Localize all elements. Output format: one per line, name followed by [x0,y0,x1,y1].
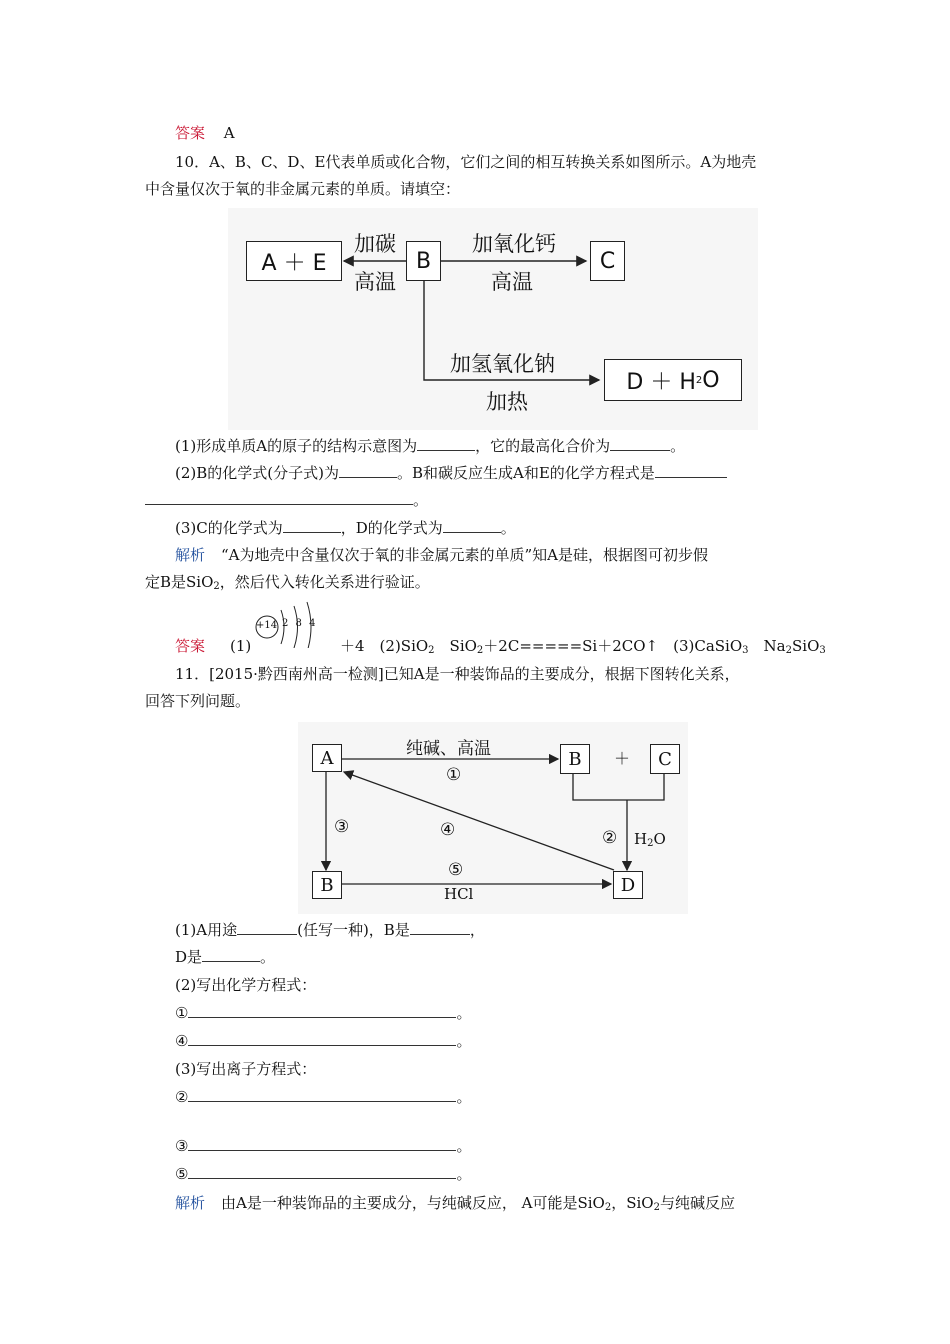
label-reaction-5: ⑤ [448,860,464,880]
label-reaction-1: ① [446,765,462,785]
q10-answer-label-red: 答案 [175,637,206,655]
box-b: B [406,241,441,281]
blank [188,1164,456,1179]
label-add-naoh: 加氢氧化钠 [450,352,555,376]
q9-answer-line [175,123,235,143]
q10-stem-line2: 中含量仅次于氧的非金属元素的单质。请填空： [145,180,461,198]
label-heat: 加热 [486,390,528,414]
box-b-bottom: B [312,871,342,899]
label-reaction-3: ③ [334,817,350,837]
analysis-label: 解析 [175,1194,206,1212]
analysis-label: 解析 [175,546,206,564]
q11-part1-cont: D是 。 [175,948,276,966]
q10-analysis-line1: 解析 “A为地壳中含量仅次于氧的非金属元素的单质”知A是硅，根据图可初步假 [175,546,709,564]
blank [237,920,297,935]
blank [283,518,341,533]
blank [188,1136,456,1151]
blank [145,490,413,505]
q10-diagram [228,208,758,430]
q11-analysis: 解析 由A是一种装饰品的主要成分，与纯碱反应， A可能是SiO$_2$，SiO$_2$与纯碱反应 [175,1194,735,1213]
blank [339,463,397,478]
q10-answer-rest: ＋4 (2)SiO$_2$ SiO$_2$＋2C=====Si＋2CO↑ (3)CaSiO$_3$ $Na_2SiO_3$ [340,637,826,656]
atom-shell-electrons: 2 8 4 [282,618,318,629]
q11-part2: (2)写出化学方程式： [175,976,317,994]
bracket-bc [573,774,664,800]
blank [188,1003,456,1018]
label-reaction-4: ④ [440,820,456,840]
label-soda-high-temp: 纯碱、高温 [406,739,491,759]
q10-part2: (2)B的化学式(分子式)为 。B和碳反应生成A和E的化学方程式是 [175,463,727,483]
box-c: C [650,744,680,774]
q11-ion-2: ② 。 [175,1088,472,1106]
q10-part1: (1)形成单质A的原子的结构示意图为 ，它的最高化合价为 。 [175,437,686,455]
blank [188,1031,456,1046]
q11-diagram [298,722,688,914]
blank [202,947,260,962]
blank [610,436,670,451]
q10-answer-p1: (1) [230,637,252,655]
label-h2o: $H_2O$ [634,830,666,849]
q10-stem-line1: 10．A、B、C、D、E代表单质或化合物，它们之间的相互转换关系如图所示。A为地壳 [175,153,757,171]
blank [417,436,475,451]
blank [443,518,501,533]
label-hcl: HCl [444,885,474,903]
box-c: C [590,241,625,281]
box-a: A [312,744,342,772]
label-high-temp-left: 高温 [354,270,396,294]
q10-part2-cont: 。 [145,490,428,510]
label-reaction-2: ② [602,828,618,848]
label-add-cao: 加氧化钙 [472,232,556,256]
q11-part1: (1)A用途 (任写一种)，B是 ， [175,921,485,939]
blank [655,463,727,478]
q10-analysis-line2: 定B是SiO$_2$，然后代入转化关系进行验证。 [145,573,430,592]
blank [188,1087,456,1102]
answer-value: A [223,124,235,142]
box-d: D [613,871,643,899]
q11-stem-line1: 11．[2015·黔西南州高一检测]已知A是一种装饰品的主要成分，根据下图转化关系， [175,665,740,683]
q11-part3: (3)写出离子方程式： [175,1060,317,1078]
label-high-temp-right: 高温 [491,270,533,294]
q10-part3: (3)C的化学式为 ，D的化学式为 。 [175,519,516,537]
label-add-carbon: 加碳 [354,232,396,256]
q11-stem-line2: 回答下列问题。 [145,692,251,710]
q11-ion-5: ⑤ 。 [175,1165,472,1183]
silicon-atom-diagram [254,598,326,648]
q11-eq-1: ① 。 [175,1004,472,1022]
q11-eq-4: ④ 。 [175,1032,472,1050]
box-b-top: B [560,744,590,774]
atom-nucleus: +14 [256,620,278,631]
q11-ion-3: ③ 。 [175,1137,472,1155]
box-a-plus-e: A ＋ E [246,241,342,281]
answer-label: 答案 [175,124,206,142]
blank [410,920,470,935]
plus-sign: ＋ [614,749,631,768]
box-d-plus-h2o: D ＋ H 2 O [604,359,742,401]
